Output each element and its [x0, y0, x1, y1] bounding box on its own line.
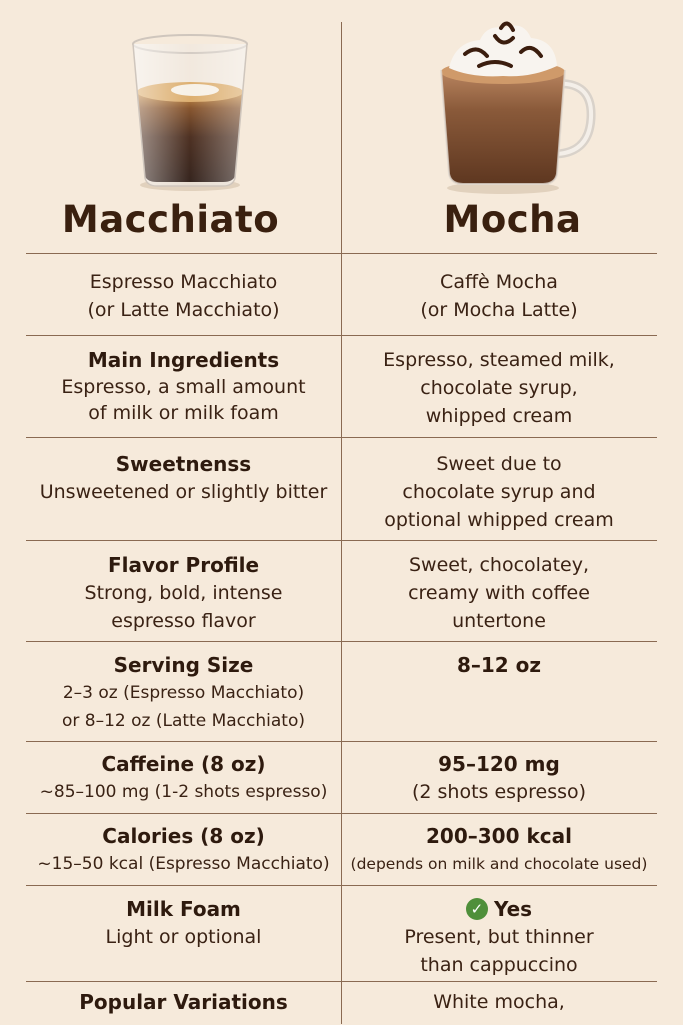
mocha-ingredients: Espresso, steamed milk, chocolate syrup, whipped cream — [383, 349, 615, 427]
table-row-serving-size — [26, 641, 657, 742]
mocha-calories-cell — [341, 814, 657, 886]
table-row-main-ingredients — [26, 335, 657, 438]
macchiato-title: Macchiato — [61, 198, 280, 241]
macchiato-calories: ~15–50 kcal (Espresso Macchiato) — [37, 854, 330, 874]
mocha-calories-value: 200–300 kcal — [426, 824, 572, 848]
mocha-caffeine-cell — [341, 742, 657, 814]
mocha-calories-note: (depends on milk and chocolate used) — [350, 855, 648, 873]
mocha-serving: 8–12 oz — [456, 653, 542, 677]
table-row-popular-variations — [26, 981, 657, 1025]
flavor-profile-label: Flavor Profile — [107, 553, 260, 577]
table-row-caffeine — [26, 741, 657, 814]
table-row-sweetness — [26, 437, 657, 541]
table-row-flavor-profile — [26, 540, 657, 642]
mocha-title: Mocha — [443, 198, 582, 241]
main-ingredients-label: Main Ingredients — [87, 348, 280, 372]
macchiato-sweetness-cell — [26, 438, 341, 541]
macchiato-foam: Light or optional — [105, 926, 262, 948]
mocha-variations-cell — [341, 982, 657, 1025]
macchiato-ingredients-cell — [26, 336, 341, 438]
macchiato-ingredients: Espresso, a small amount of milk or milk foam — [61, 376, 306, 424]
mocha-sweetness: Sweet due to chocolate syrup and optional whipped cream — [384, 453, 614, 531]
check-icon: ✓ — [466, 898, 488, 920]
popular-variations-label: Popular Variations — [79, 990, 288, 1014]
mocha-foam: Present, but thinner than cappuccino — [404, 926, 594, 976]
macchiato-variations-cell — [26, 982, 341, 1025]
mocha-ingredients-cell — [341, 336, 657, 438]
table-row-drink-name — [26, 253, 657, 336]
milk-foam-label: Milk Foam — [126, 897, 241, 921]
mocha-foam-yes — [466, 895, 532, 923]
table-row-milk-foam — [26, 885, 657, 982]
mocha-mug-image — [435, 14, 600, 194]
macchiato-serving-cell — [26, 642, 341, 742]
macchiato-name-cell — [26, 254, 341, 336]
calories-label: Calories (8 oz) — [102, 824, 265, 848]
mocha-header — [342, 0, 683, 253]
mocha-name-cell — [341, 254, 657, 336]
mocha-foam-cell — [341, 886, 657, 982]
macchiato-foam-cell — [26, 886, 341, 982]
mocha-flavor-cell — [341, 541, 657, 642]
mocha-variations: White mocha, — [433, 991, 565, 1013]
mocha-name: Caffè Mocha (or Mocha Latte) — [420, 271, 578, 321]
macchiato-serving: 2–3 oz (Espresso Macchiato) or 8–12 oz (Latte Macchiato) — [62, 683, 305, 731]
mocha-serving-cell — [341, 642, 657, 742]
macchiato-glass-image — [125, 30, 255, 192]
mocha-flavor: Sweet, chocolatey, creamy with coffee untertone — [408, 554, 590, 632]
macchiato-caffeine-cell — [26, 742, 341, 814]
table-row-calories — [26, 813, 657, 886]
mocha-caffeine-value: 95–120 mg — [438, 752, 560, 776]
macchiato-header — [0, 0, 341, 253]
sweetness-label: Sweetnenss — [115, 452, 252, 476]
macchiato-caffeine: ~85–100 mg (1-2 shots espresso) — [39, 782, 328, 802]
macchiato-calories-cell — [26, 814, 341, 886]
mocha-sweetness-cell — [341, 438, 657, 541]
macchiato-flavor: Strong, bold, intense espresso flavor — [84, 582, 283, 632]
macchiato-flavor-cell — [26, 541, 341, 642]
mocha-caffeine-note: (2 shots espresso) — [411, 781, 587, 803]
caffeine-label: Caffeine (8 oz) — [101, 752, 266, 776]
serving-size-label: Serving Size — [113, 653, 254, 677]
macchiato-sweetness: Unsweetened or slightly bitter — [39, 481, 328, 503]
mocha-foam-yes-label: Yes — [493, 897, 533, 921]
macchiato-name: Espresso Macchiato (or Latte Macchiato) — [87, 271, 280, 321]
